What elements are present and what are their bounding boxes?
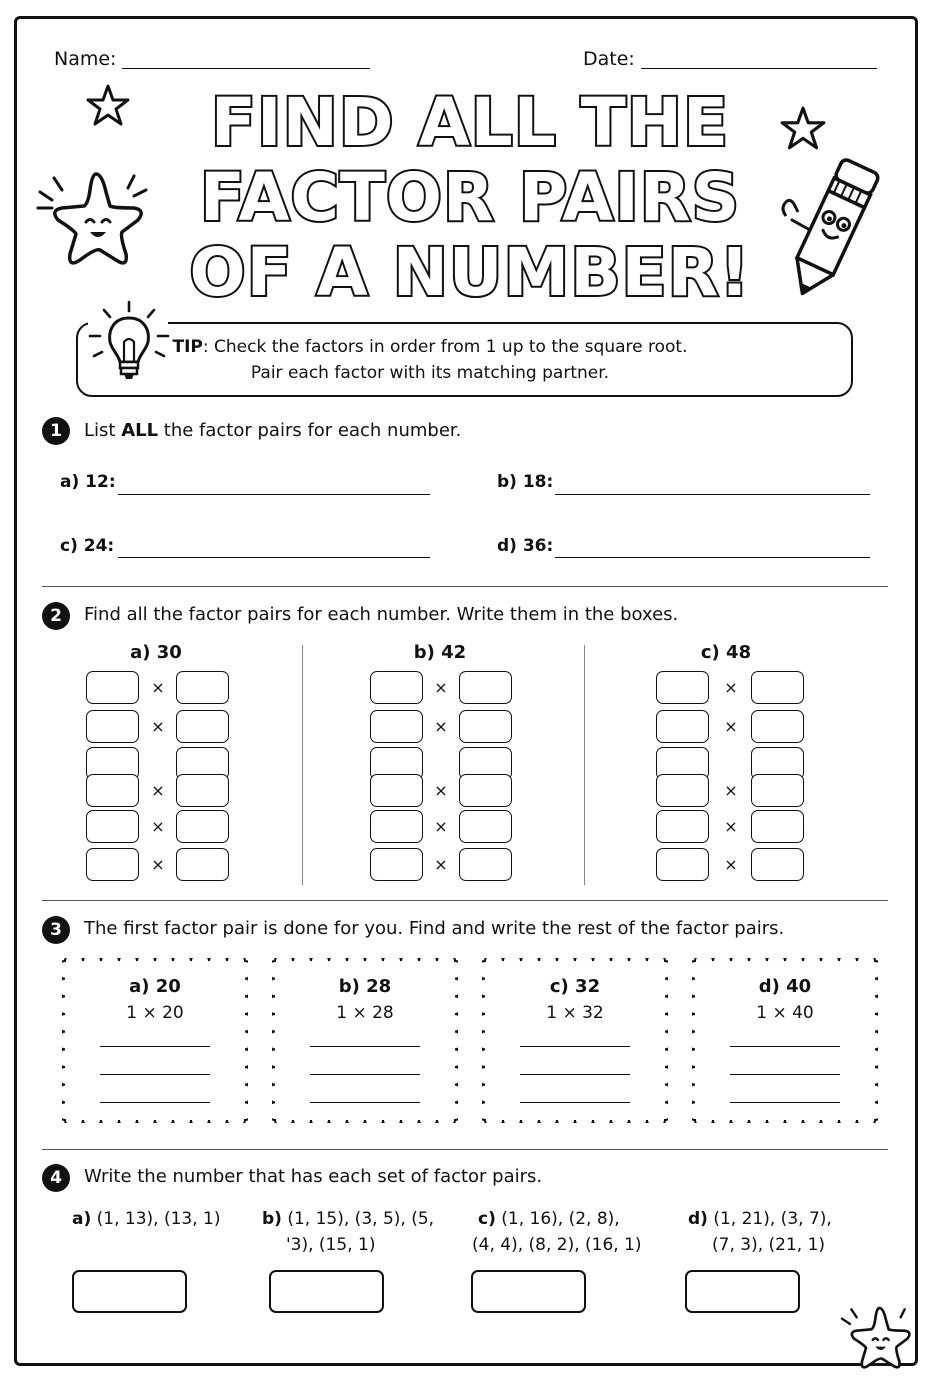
times-symbol: × xyxy=(434,855,448,874)
factor-box[interactable] xyxy=(86,671,139,704)
factor-box[interactable] xyxy=(370,774,423,807)
q3-card-a xyxy=(62,958,248,1123)
q4-item-d: d) (1, 21), (3, 7), (7, 3), (21, 1) xyxy=(688,1209,832,1255)
q4-answer-box-a[interactable] xyxy=(72,1270,187,1313)
factor-box[interactable] xyxy=(751,810,804,843)
factor-box[interactable] xyxy=(176,671,229,704)
answer-line[interactable] xyxy=(730,1074,840,1075)
answer-line[interactable] xyxy=(520,1046,630,1047)
q3-card-b-label: b) 28 xyxy=(338,976,392,997)
q2-column-a-label: a) 30 xyxy=(130,642,182,663)
factor-box[interactable] xyxy=(370,710,423,743)
answer-line[interactable] xyxy=(310,1074,420,1075)
q3-card-d-first-pair: 1 × 40 xyxy=(756,1003,814,1023)
q1-item-a-answer-line[interactable] xyxy=(118,494,430,495)
name-line[interactable] xyxy=(122,68,370,69)
q4-answer-box-d[interactable] xyxy=(685,1270,800,1313)
q3-card-b-first-pair: 1 × 28 xyxy=(336,1003,394,1023)
times-symbol: × xyxy=(724,678,738,697)
times-symbol: × xyxy=(434,781,448,800)
times-symbol: × xyxy=(724,817,738,836)
factor-box[interactable] xyxy=(459,671,512,704)
factor-box[interactable] xyxy=(176,848,229,881)
date-line[interactable] xyxy=(641,68,877,69)
factor-box[interactable] xyxy=(86,848,139,881)
q4-answer-box-b[interactable] xyxy=(269,1270,384,1313)
factor-box[interactable] xyxy=(751,848,804,881)
times-symbol: × xyxy=(151,678,165,697)
question-number-1: 1 xyxy=(42,417,70,445)
answer-line[interactable] xyxy=(310,1102,420,1103)
q1-item-d-answer-line[interactable] xyxy=(555,557,870,558)
q3-card-c-first-pair: 1 × 32 xyxy=(546,1003,604,1023)
factor-box[interactable] xyxy=(176,810,229,843)
tip-box xyxy=(76,322,853,397)
factor-box[interactable] xyxy=(86,710,139,743)
times-symbol: × xyxy=(151,717,165,736)
factor-box[interactable] xyxy=(751,774,804,807)
question-number-3: 3 xyxy=(42,916,70,944)
factor-box[interactable] xyxy=(656,848,709,881)
factor-box[interactable] xyxy=(751,671,804,704)
answer-line[interactable] xyxy=(310,1046,420,1047)
answer-line[interactable] xyxy=(520,1074,630,1075)
title-line-3: OF A NUMBER! xyxy=(189,234,751,311)
factor-box[interactable] xyxy=(751,710,804,743)
q3-card-c xyxy=(482,958,668,1123)
tip-text-1: : Check the factors in order from 1 up to the square root. xyxy=(202,337,688,357)
column-separator xyxy=(302,645,303,885)
answer-line[interactable] xyxy=(520,1102,630,1103)
smiling-star-icon xyxy=(838,1300,918,1380)
title-line-2: FACTOR PAIRS xyxy=(199,159,741,236)
times-symbol: × xyxy=(434,817,448,836)
q1-item-a-label: a) 12: xyxy=(60,472,116,492)
q3-card-b xyxy=(272,958,458,1123)
times-symbol: × xyxy=(151,855,165,874)
question-3-text: The first factor pair is done for you. Find and write the rest of the factor pairs. xyxy=(84,918,785,939)
answer-line[interactable] xyxy=(730,1102,840,1103)
factor-box[interactable] xyxy=(459,710,512,743)
question-2-text: Find all the factor pairs for each number. Write them in the boxes. xyxy=(84,604,679,625)
title-line-1: FIND ALL THE xyxy=(210,84,730,161)
q1-item-d-label: d) 36: xyxy=(497,536,554,556)
smiling-star-icon xyxy=(34,162,154,282)
question-number-4: 4 xyxy=(42,1164,70,1192)
answer-line[interactable] xyxy=(100,1074,210,1075)
factor-box[interactable] xyxy=(656,774,709,807)
factor-box[interactable] xyxy=(370,848,423,881)
date-label: Date: xyxy=(583,48,635,70)
q3-card-c-label: c) 32 xyxy=(549,976,601,997)
q4-answer-box-c[interactable] xyxy=(471,1270,586,1313)
factor-box[interactable] xyxy=(86,810,139,843)
q3-card-a-label: a) 20 xyxy=(129,976,181,997)
factor-box[interactable] xyxy=(370,810,423,843)
star-icon xyxy=(84,82,132,130)
answer-line[interactable] xyxy=(100,1046,210,1047)
factor-box[interactable] xyxy=(86,774,139,807)
q1-item-b-answer-line[interactable] xyxy=(555,494,870,495)
q1-item-c-answer-line[interactable] xyxy=(118,557,430,558)
question-1-text: List ALL the factor pairs for each number. xyxy=(84,420,462,441)
q2-column-c-label: c) 48 xyxy=(700,642,752,663)
times-symbol: × xyxy=(724,855,738,874)
factor-box[interactable] xyxy=(459,848,512,881)
tip-line-2: Pair each factor with its matching partner. xyxy=(250,363,610,383)
tip-line-1 xyxy=(120,337,740,357)
q4-item-c: c) (1, 16), (2, 8), (4, 4), (8, 2), (16, 1) xyxy=(472,1209,642,1255)
section-divider xyxy=(42,1149,888,1150)
times-symbol: × xyxy=(151,817,165,836)
times-symbol: × xyxy=(151,781,165,800)
factor-box[interactable] xyxy=(459,810,512,843)
column-separator xyxy=(584,645,585,885)
factor-box[interactable] xyxy=(176,710,229,743)
name-label: Name: xyxy=(54,48,117,70)
q4-item-a: a) (1, 13), (13, 1) xyxy=(72,1209,221,1229)
factor-box[interactable] xyxy=(459,774,512,807)
times-symbol: × xyxy=(434,678,448,697)
factor-box[interactable] xyxy=(656,810,709,843)
factor-box[interactable] xyxy=(656,710,709,743)
factor-box[interactable] xyxy=(176,774,229,807)
q3-card-d xyxy=(692,958,878,1123)
factor-box[interactable] xyxy=(656,671,709,704)
q2-column-b-label: b) 42 xyxy=(413,642,467,663)
section-divider xyxy=(42,586,888,587)
q1-item-b-label: b) 18: xyxy=(497,472,554,492)
times-symbol: × xyxy=(434,717,448,736)
question-4-text: Write the number that has each set of factor pairs. xyxy=(84,1166,543,1187)
q3-card-a-first-pair: 1 × 20 xyxy=(126,1003,184,1023)
q1-item-c-label: c) 24: xyxy=(60,536,115,556)
times-symbol: × xyxy=(724,717,738,736)
question-number-2: 2 xyxy=(42,602,70,630)
answer-line[interactable] xyxy=(100,1102,210,1103)
q4-item-b: b) (1, 15), (3, 5), (5, '3), (15, 1) xyxy=(262,1209,435,1255)
factor-box[interactable] xyxy=(370,671,423,704)
q3-card-d-label: d) 40 xyxy=(758,976,812,997)
tip-label: TIP xyxy=(172,337,203,357)
times-symbol: × xyxy=(724,781,738,800)
section-divider xyxy=(42,900,888,901)
answer-line[interactable] xyxy=(730,1046,840,1047)
